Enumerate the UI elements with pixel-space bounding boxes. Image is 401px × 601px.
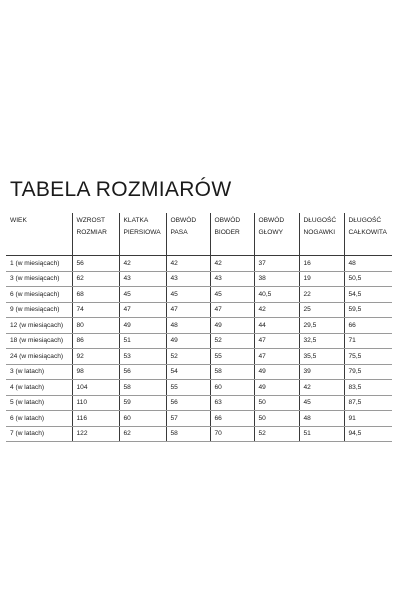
age-cell: 3 (w miesiącach) xyxy=(6,271,72,287)
value-cell: 59,5 xyxy=(344,302,392,318)
value-cell: 92 xyxy=(72,349,119,365)
value-cell: 47 xyxy=(166,302,210,318)
value-cell: 74 xyxy=(72,302,119,318)
value-cell: 42 xyxy=(119,256,166,272)
value-cell: 62 xyxy=(119,426,166,442)
value-cell: 19 xyxy=(299,271,344,287)
table-row xyxy=(6,256,392,272)
value-cell: 39 xyxy=(299,364,344,380)
value-cell: 66 xyxy=(210,411,254,427)
value-cell: 49 xyxy=(166,333,210,349)
table-row xyxy=(6,271,392,287)
header-line: KLATKA xyxy=(123,217,149,224)
header-line: PASA xyxy=(170,229,188,236)
value-cell: 52 xyxy=(166,349,210,365)
value-cell: 25 xyxy=(299,302,344,318)
age-cell: 7 (w latach) xyxy=(6,426,72,442)
value-cell: 86 xyxy=(72,333,119,349)
value-cell: 83,5 xyxy=(344,380,392,396)
table-body xyxy=(6,256,392,442)
value-cell: 54 xyxy=(166,364,210,380)
age-cell: 6 (w latach) xyxy=(6,411,72,427)
value-cell: 116 xyxy=(72,411,119,427)
header-wiek xyxy=(6,213,72,256)
value-cell: 68 xyxy=(72,287,119,303)
value-cell: 122 xyxy=(72,426,119,442)
value-cell: 49 xyxy=(254,364,299,380)
value-cell: 45 xyxy=(166,287,210,303)
value-cell: 29,5 xyxy=(299,318,344,334)
value-cell: 47 xyxy=(119,302,166,318)
value-cell: 48 xyxy=(344,256,392,272)
value-cell: 52 xyxy=(210,333,254,349)
header-line: WZROST xyxy=(76,217,106,224)
value-cell: 42 xyxy=(166,256,210,272)
value-cell: 110 xyxy=(72,395,119,411)
value-cell: 91 xyxy=(344,411,392,427)
header-line: OBWÓD xyxy=(170,217,197,224)
table-row xyxy=(6,318,392,334)
size-table xyxy=(6,213,392,442)
table-row xyxy=(6,426,392,442)
value-cell: 71 xyxy=(344,333,392,349)
value-cell: 80 xyxy=(72,318,119,334)
age-cell: 6 (w miesiącach) xyxy=(6,287,72,303)
value-cell: 66 xyxy=(344,318,392,334)
value-cell: 58 xyxy=(210,364,254,380)
age-cell: 12 (w miesiącach) xyxy=(6,318,72,334)
age-cell: 3 (w latach) xyxy=(6,364,72,380)
value-cell: 55 xyxy=(166,380,210,396)
table-row xyxy=(6,364,392,380)
value-cell: 50 xyxy=(254,411,299,427)
value-cell: 63 xyxy=(210,395,254,411)
value-cell: 50 xyxy=(254,395,299,411)
value-cell: 47 xyxy=(254,349,299,365)
header-line: OBWÓD xyxy=(258,217,285,224)
header-line: WIEK xyxy=(10,217,27,224)
value-cell: 58 xyxy=(119,380,166,396)
age-cell: 24 (w miesiącach) xyxy=(6,349,72,365)
value-cell: 57 xyxy=(166,411,210,427)
value-cell: 52 xyxy=(254,426,299,442)
value-cell: 98 xyxy=(72,364,119,380)
value-cell: 62 xyxy=(72,271,119,287)
header-klatka xyxy=(119,213,166,256)
header-line: NOGAWKI xyxy=(303,229,336,236)
value-cell: 37 xyxy=(254,256,299,272)
header-line: ROZMIAR xyxy=(76,229,107,236)
age-cell: 4 (w latach) xyxy=(6,380,72,396)
table-row xyxy=(6,287,392,303)
value-cell: 32,5 xyxy=(299,333,344,349)
header-line: DŁUGOŚĆ xyxy=(348,217,382,224)
header-line: DŁUGOŚĆ xyxy=(303,217,337,224)
header-obwod-pasa xyxy=(166,213,210,256)
value-cell: 48 xyxy=(166,318,210,334)
value-cell: 51 xyxy=(119,333,166,349)
value-cell: 50,5 xyxy=(344,271,392,287)
table-row xyxy=(6,411,392,427)
value-cell: 44 xyxy=(254,318,299,334)
value-cell: 54,5 xyxy=(344,287,392,303)
header-obwod-bioder xyxy=(210,213,254,256)
value-cell: 43 xyxy=(119,271,166,287)
value-cell: 40,5 xyxy=(254,287,299,303)
value-cell: 56 xyxy=(119,364,166,380)
value-cell: 49 xyxy=(119,318,166,334)
value-cell: 35,5 xyxy=(299,349,344,365)
value-cell: 56 xyxy=(72,256,119,272)
value-cell: 58 xyxy=(166,426,210,442)
value-cell: 87,5 xyxy=(344,395,392,411)
table-row xyxy=(6,349,392,365)
value-cell: 45 xyxy=(210,287,254,303)
value-cell: 45 xyxy=(119,287,166,303)
value-cell: 42 xyxy=(254,302,299,318)
value-cell: 94,5 xyxy=(344,426,392,442)
value-cell: 47 xyxy=(254,333,299,349)
value-cell: 38 xyxy=(254,271,299,287)
age-cell: 9 (w miesiącach) xyxy=(6,302,72,318)
header-obwod-glowy xyxy=(254,213,299,256)
value-cell: 48 xyxy=(299,411,344,427)
value-cell: 43 xyxy=(210,271,254,287)
value-cell: 43 xyxy=(166,271,210,287)
header-line: OBWÓD xyxy=(214,217,241,224)
table-header-row xyxy=(6,213,392,256)
value-cell: 59 xyxy=(119,395,166,411)
value-cell: 55 xyxy=(210,349,254,365)
value-cell: 53 xyxy=(119,349,166,365)
value-cell: 16 xyxy=(299,256,344,272)
table-row xyxy=(6,395,392,411)
value-cell: 60 xyxy=(119,411,166,427)
value-cell: 75,5 xyxy=(344,349,392,365)
table-row xyxy=(6,380,392,396)
age-cell: 1 (w miesiącach) xyxy=(6,256,72,272)
value-cell: 42 xyxy=(210,256,254,272)
header-line: GŁOWY xyxy=(258,229,284,236)
value-cell: 56 xyxy=(166,395,210,411)
header-line: PIERSIOWA xyxy=(123,229,161,236)
value-cell: 22 xyxy=(299,287,344,303)
value-cell: 42 xyxy=(299,380,344,396)
header-line: BIODER xyxy=(214,229,240,236)
header-wzrost xyxy=(72,213,119,256)
value-cell: 70 xyxy=(210,426,254,442)
table-row xyxy=(6,333,392,349)
age-cell: 18 (w miesiącach) xyxy=(6,333,72,349)
header-dlugosc-calkowita xyxy=(344,213,392,256)
value-cell: 60 xyxy=(210,380,254,396)
value-cell: 51 xyxy=(299,426,344,442)
value-cell: 49 xyxy=(254,380,299,396)
page-title: TABELA ROZMIARÓW xyxy=(10,178,232,201)
value-cell: 45 xyxy=(299,395,344,411)
age-cell: 5 (w latach) xyxy=(6,395,72,411)
table-row xyxy=(6,302,392,318)
header-line: CAŁKOWITA xyxy=(348,229,387,236)
value-cell: 47 xyxy=(210,302,254,318)
header-dlugosc-nogawki xyxy=(299,213,344,256)
value-cell: 49 xyxy=(210,318,254,334)
value-cell: 79,5 xyxy=(344,364,392,380)
value-cell: 104 xyxy=(72,380,119,396)
